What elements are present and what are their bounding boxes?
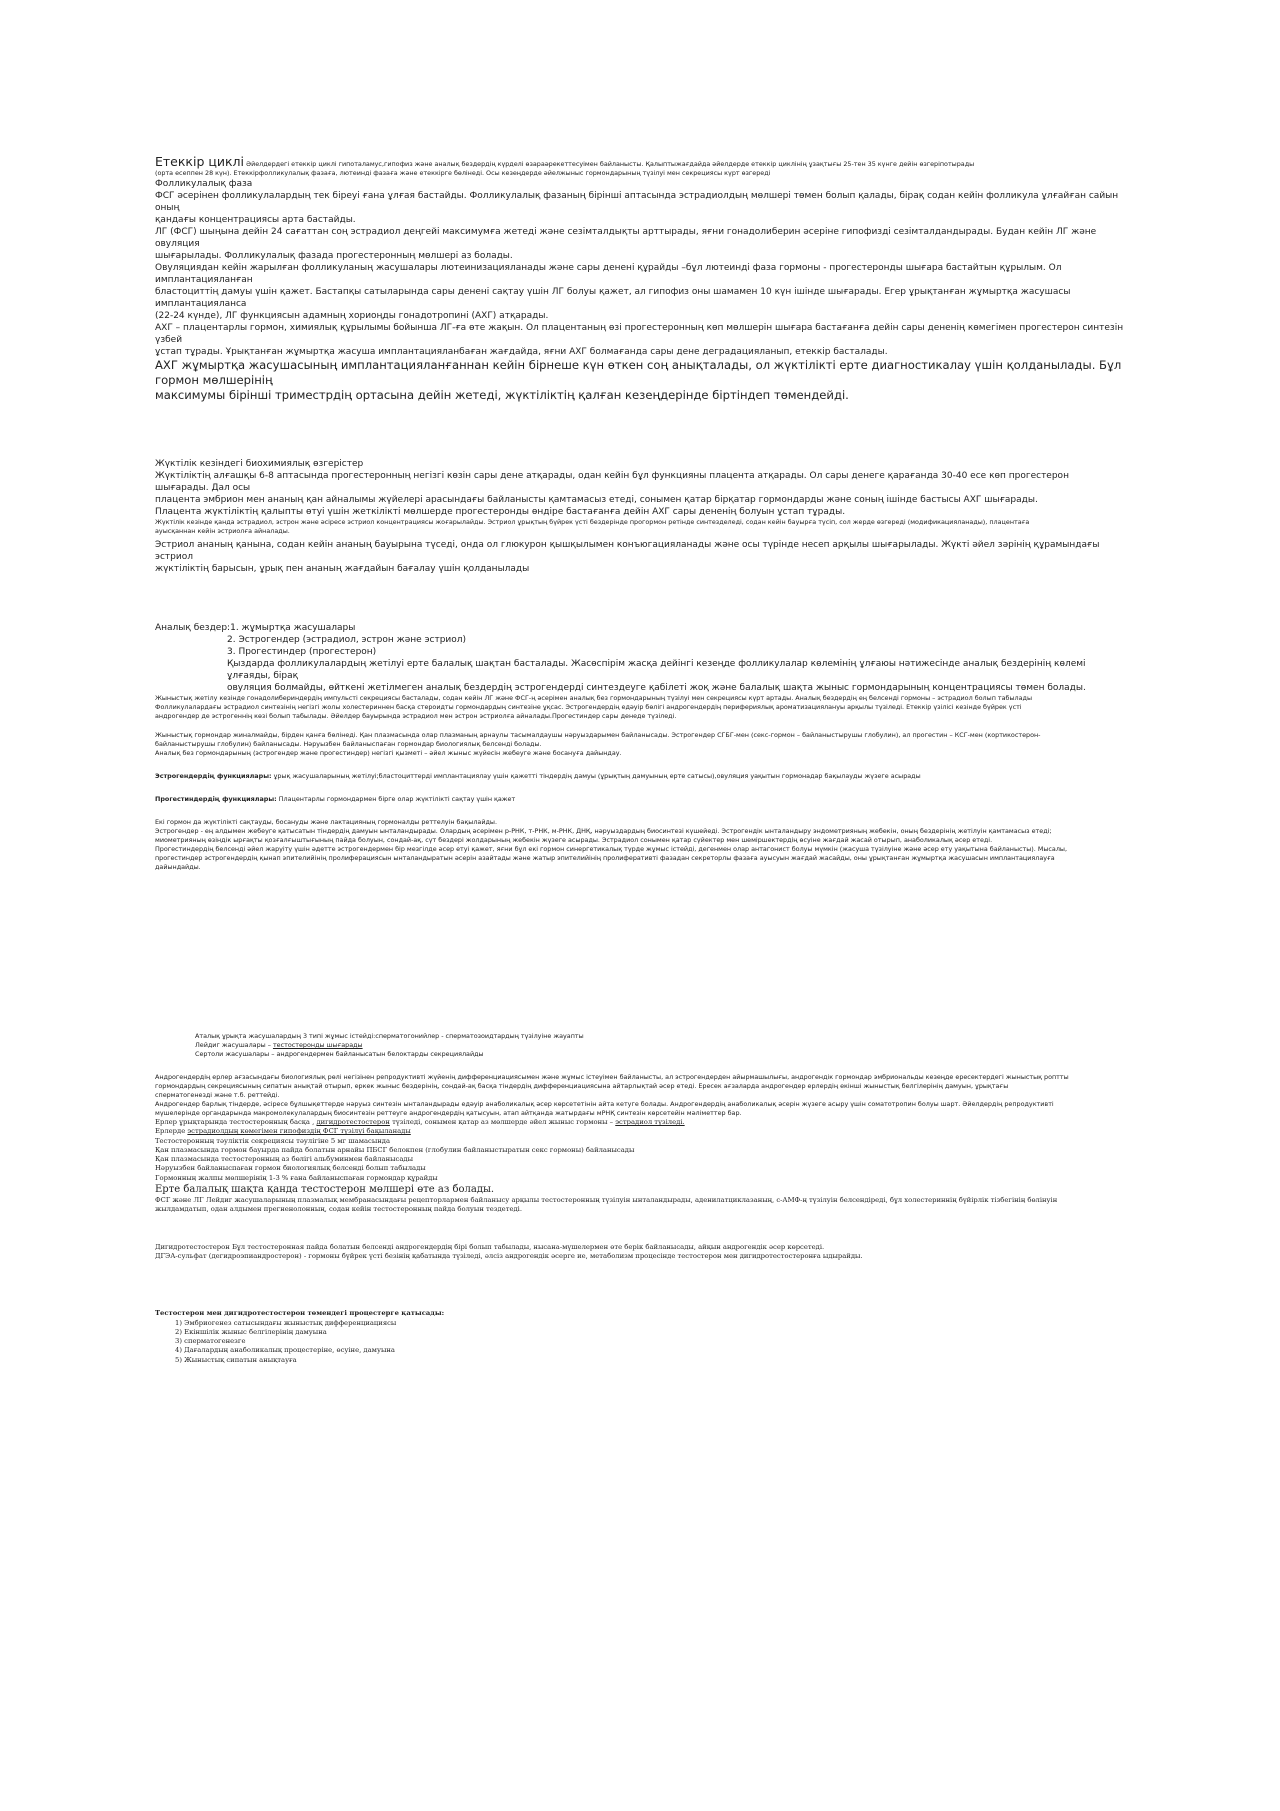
testosterone-products bbox=[155, 1118, 1125, 1127]
text-line: Эстриол ананың қанына, содан кейін ананың бауырына түседі, онда ол глюкурон қышқылымен конъюгацияланады және осы түрінде несеп арқылы шығарылады. Жүкті әйел зәрінің құрамындағы эстриол bbox=[155, 540, 1100, 562]
ovaries-list bbox=[155, 634, 1125, 694]
serif-list-item: Қан плазмасында тестостеронның аз бөлігі альбуминмен байланысады bbox=[155, 1155, 413, 1164]
text-line: ЛГ (ФСГ) шыңына дейін 24 сағаттан соң эстрадиол деңгейі максимумға жетеді және сезімталдықты арттырады, яғни гонадолиберин әсеріне гипофизді сезімталдандырады. Будан кейін ЛГ және овуляция bbox=[155, 227, 1097, 249]
text-line: қандағы концентрациясы арта бастайды. bbox=[155, 215, 356, 225]
serif-list-item: Гормонның жалпы мөлшерінің 1-3 % ғана байланыспаған гормондар құрайды bbox=[155, 1173, 438, 1182]
hcg-emphasis-line: АХГ жұмыртқа жасушасының имплантацияланғаннан кейін бірнеше күн өткен соң анықталады, ол жүктілікті ерте диагностикалау үшін қолданылады. Бұл гормон мөлшерінің bbox=[155, 358, 1122, 387]
heading-pregnancy-changes: Жүктілік кезіндегі биохимиялық өзгерістер bbox=[155, 459, 364, 469]
text-line: ұстап тұрады. Ұрықтанған жұмыртқа жасуша имплантацияланбаған жағдайда, яғни АХГ болмағанда сары дене деградацияланып, етеккір басталады. bbox=[155, 347, 888, 357]
ovaries-intro: Аналық бездер:1. жұмыртқа жасушалары bbox=[155, 623, 356, 633]
section-menstrual-cycle bbox=[155, 154, 1125, 403]
text-line: (22-24 күнде), ЛГ функциясын адамның хориоңды гонадотропині (АХГ) атқарады. bbox=[155, 311, 549, 321]
list-item: 2. Эстрогендер (эстрадиол, эстрон және эстриол) bbox=[227, 635, 467, 645]
estrogen-functions-text: ұрық жасушаларының жетілуі;бластоциттерді имплантациялау үшін қажетті тіндердің дамуы (ұрықтың дамуының ерте сатысы),овуляция уақытын гормонадар бақылауды жүзеге асырады bbox=[273, 772, 921, 780]
progestin-functions-label: Прогестиндердің функциялары: bbox=[155, 795, 277, 803]
leydig-function: тестостеронды шығарады bbox=[272, 1041, 363, 1049]
final-list-item: 1) Эмбриогенез сатысындағы жыныстық дифференциациясы bbox=[175, 1318, 397, 1327]
page-title: Етеккір циклі bbox=[155, 154, 244, 169]
final-list-item: 3) сперматогенезге bbox=[175, 1337, 246, 1346]
final-list-item: 5) Жыныстық сипатын анықтауға bbox=[175, 1355, 297, 1364]
serif-list-item: Тестостеронның тәуліктік секрециясы тәулігіне 5 мг шамасында bbox=[155, 1136, 391, 1145]
serif-text: түзіледі, сонымен қатар аз мөлшерде әйел жыныс гормоны – bbox=[389, 1118, 616, 1126]
dht-link-text: дигидротестостерон bbox=[316, 1118, 390, 1126]
serif-list-item: Нәруызбен байланыспаған гормон биологиялық белсенді болып табылады bbox=[155, 1164, 426, 1173]
small-text-line: сперматогенезді және т.б. реттейді. bbox=[155, 1091, 280, 1099]
serif-text-line: ФСГ және ЛГ Лейдиг жасушаларының плазмалық мембранасындағы рецепторлармен байланысу арқылы тестостеронның түзілуін ынталандырады, аденилатциклазаның, с-АМФ-ң түзілуін белсендіреді, бұл холестериннің бүйірлік тізбегінің бөлінуін bbox=[155, 1196, 1058, 1205]
serif-text: Ерлер ұрықтарында тестостеронның басқа , bbox=[155, 1118, 317, 1126]
progestin-functions bbox=[155, 795, 1125, 804]
small-text-line: Андрогендер барлық тіндерде, әсіресе бұлшықеттерде нәруыз синтезін ынталандырады едәуір анаболикалық әсер көрсететінін айта кетуге болады. Андрогендердің анаболикалық әсерін жүзеге асыру үшін соматотропин болуы шарт. Әйелдердің репродуктивті bbox=[155, 1100, 1054, 1108]
section-pregnancy-biochemistry bbox=[155, 458, 1125, 575]
serif-text: Ерлерде bbox=[155, 1127, 188, 1136]
text-line: Плацента жүктіліктің қалыпты өтуі үшін жеткілікті мөлшерде прогестеронды өндіре бастағанға дейін АХГ сары дененің болуын ұстап тұрады. bbox=[155, 507, 846, 517]
small-text-line: дайындайды. bbox=[155, 863, 201, 871]
list-item: овуляция болмайды, өйткені жетілмеген аналық бездердің эстрогендерді синтездеуге қабілеті жоқ және балалық шақта жыныс гормондарының концентрациясы төмен болады. bbox=[227, 683, 1086, 693]
estrogen-functions-label: Эстрогендердің функциялары: bbox=[155, 772, 272, 780]
serif-list-item: Қан плазмасында гормон бауырда пайда болатын арнайы ПБСГ белокпен (глобулин байланыстыратын секс гормоны) байланысады bbox=[155, 1145, 635, 1154]
small-text-line: Аналық без гормондарының (эстрогендер және прогестиндер) негізгі қызметі – әйел жыныс жүйесін жебеуге және босануға дайындау. bbox=[155, 749, 622, 757]
section-testes bbox=[155, 1032, 1125, 1365]
dht-description: Дигидротестостерон Бұл тестостеронная пайда болатын белсенді андрогендердің бірі болып табылады, нысана-мүшелермен өте берік байланысады, айқын андрогендік әсер көрсетеді. bbox=[155, 1242, 825, 1251]
serif-text-line: жылдамдатып, одан алдымен прегненолонның, содан кейін тестостеронның пайда болуын тездетеді. bbox=[155, 1205, 523, 1214]
heading-follicular-phase: Фолликулалық фаза bbox=[155, 179, 253, 189]
small-text-line: Екі гормон да жүктілікті сақтауды, босануды және лактацияның гормоналды реттелуін бақылайды. bbox=[155, 818, 497, 826]
small-text-line: Эстрогендер - ең алдымен жебеуге қатысатын тіндердің дамуын ынталандырады. Олардың әсерімен р-РНК, т-РНК, м-РНК, ДНҚ, нәруыздардың биосинтезі күшейеді. Эстрогендік ынталандыру эндометрияның жебекін, оның бездерінің жетілуін қамтамасыз етеді; bbox=[155, 827, 1052, 835]
text-line: жүктіліктің барысын, ұрық пен ананың жағдайын бағалау үшін қолданылады bbox=[155, 564, 530, 574]
small-text-line: гормондардың секрециясының сипатын анықтай отырып, еркек жыныс бездерінің, сондай-ақ басқа тіндердің дифференциациясына айтарлықтай әсер етеді. Ересек ағзаларда андрогендер ерлердің екінші жыныстық белгілерінің дамуын, ұрықтағы bbox=[155, 1082, 1009, 1090]
sertoli-line: Сертоли жасушалары – андрогендермен байланысатын белоктарды секрециялайды bbox=[195, 1050, 484, 1058]
estrogen-functions bbox=[155, 772, 1125, 781]
leydig-line bbox=[195, 1041, 1125, 1050]
progestin-functions-text: Плацентарлы гормондармен бірге олар жүктілікті сақтау үшін қажет bbox=[278, 795, 516, 803]
small-text-line: прогестиндер эстрогендердің қынап эпителийінің пролиферациясын ынталандыратын әсерін азайтады және жатыр эпителийінің пролиферативті фазадан секреторлы фазаға ауысуын жағдай жасайды, оны ұрықтанған жұмыртқа жасушасын имплантациялауға bbox=[155, 854, 1055, 862]
paragraph-intro bbox=[155, 154, 1125, 169]
small-text-line: мүшелерінде органдарында макромолекулалардың биосинтезін реттеуге андрогендердің қатысуын, атап айтқанда жатырдағы мРНҚ синтезін көрсетейін мәліметтер бар. bbox=[155, 1109, 742, 1117]
dhea-description: ДГЭА-сульфат (дегидроэпиандростерон) - гормоны бүйрек үсті безінің қабатында түзіледі, әлсіз андрогендік әсерге ие, метаболизм процесінде тестостерон мен дигидротестостеронға ыдырайды. bbox=[155, 1251, 863, 1260]
follicular-lines bbox=[155, 190, 1125, 358]
small-text-line: ауысқаннан кейін эстриолға айналады. bbox=[155, 527, 290, 535]
list-item: 3. Прогестиндер (прогестерон) bbox=[227, 647, 377, 657]
small-text-line: Фолликулалардағы эстрадиол синтезінің негізгі жолы холестериннен басқа стероидты гормондардың синтезіне ұқсас. Эстрогендердің едәуір бөлігі андрогендердің перифериялық ароматизациялануы арқылы түзіледі. Етеккір үзілісі кезінде бүйрек үсті bbox=[155, 703, 1022, 711]
small-text-line: Прогестиндердің белсенді әйел жаруіту үшін әдетте эстрогендермен бір мезгілде әсер етуі қажет, яғни бұл екі гормон синергетикалық түрде жұмыс істейді, дегенмен олар антагонист болуы мүмкін (жасуша түзілуіне және әсер ету уақытына байланысты). Мысалы, bbox=[155, 845, 1067, 853]
intro-text: Әйелдердегі етеккір циклі гипоталамус,гипофиз және аналық бездердің күрделі өзараәрекеттесуімен байланысты. Қалыптыжағдайда әйелдерде етеккір циклінің ұзақтығы 25-тен 35 күнге дейін өзгеріпотырады bbox=[246, 160, 975, 168]
small-text-line: Андрогендердің ерлер ағзасындағы биологиялық рөлі негізінен репродуктивті жүйенің дифференциациясымен және жұмыс істеуімен байланысты, ал эстрогендерден айырмашылығы, андрогендік гормондар эмбриональды кезеңде ересектердегі жыныстық роптты bbox=[155, 1073, 1069, 1081]
small-text-line: Жүктілік кезінде қанда эстрадиол, эстрон және әсіресе эстриол концентрациясы жоғарылайды. Эстриол ұрықтың бүйрек үсті бездерінде прогормон ретінде синтезделеді, содан кейін бауырға түсіп, сол жерде өзгереді (модификацияланады), плацентаға bbox=[155, 518, 1030, 526]
text-line: Овуляциядан кейін жарылған фолликуланың жасушалары лютеинизацияланады және сары денені құрайды –бұл лютеинді фаза гормоны - прогестеронды шығара бастайтын құрылым. Ол имплантацияланған bbox=[155, 263, 1062, 285]
small-text-line: байланыстырушы глобулин) байланысады. Нәруызбен байланыспаған гормондар биологиялық белсенді болады. bbox=[155, 740, 542, 748]
text-line: Жүктіліктің алғашқы 6-8 аптасында прогестеронның негізгі көзін сары дене атқарады, одан кейін бұл функцияны плацента атқарады. Ол сары денеге қарағанда 30-40 есе көп прогестерон шығарады. Дал осы bbox=[155, 471, 1069, 493]
text-line: шығарылады. Фолликулалық фазада прогестеронның мөлшері аз болады. bbox=[155, 251, 513, 261]
estradiol-link-text: эстрадиол түзіледі. bbox=[615, 1118, 685, 1126]
final-heading: Тестостерон мен дигидротестостерон төмендегі процестерге қатысады: bbox=[155, 1309, 445, 1318]
small-text-line: андрогендер де эстрогеннің көзі болып табылады. Әйелдер бауырында эстрадиол мен эстрон эстриолға айналады.Прогестиндер сары денеде түзіледі. bbox=[155, 712, 677, 720]
final-list-item: 4) Дағалардың анаболикалық процестеріне, өсуіне, дамуына bbox=[175, 1346, 395, 1355]
final-list-item: 2) Екіншілік жыныс белгілерінің дамуына bbox=[175, 1327, 327, 1336]
leydig-label: Лейдиг жасушалары – bbox=[195, 1041, 273, 1049]
final-list bbox=[155, 1319, 1125, 1365]
text-line: бластоциттің дамуы үшін қажет. Бастапқы сатыларында сары денені сақтау үшін ЛГ болуы қажет, ал гипофиз оны шамамен 10 күн ішінде шығарады. Егер ұрықтанған жұмыртқа жасушасы имплантацияланса bbox=[155, 287, 1071, 309]
fsh-control-text: эстрадиолдың көмегімен гипофиздің ФСГ түзілуі бақыланады bbox=[187, 1127, 411, 1136]
section-ovaries bbox=[155, 622, 1125, 872]
fsh-control bbox=[155, 1127, 1125, 1136]
childhood-testosterone: Ерте балалық шақта қанда тестостерон мөлшері өте аз болады. bbox=[155, 1184, 495, 1196]
testes-cell-types: Аталық ұрықта жасушалардың 3 типі жұмыс істейді:сперматогонийлер - сперматозоидтардың түзілуіне жауапты bbox=[195, 1032, 584, 1040]
small-text-line: Жыныстық жетілу кезінде гонадолибериндердің импульсті секрециясы басталады, содан кейін ЛГ және ФСГ-ң әсерімен аналық без гормондарының түзілуі мен секрециясы күрт артады. Аналық бездердің ең белсенді гормоны – эстрадиол болып табылады bbox=[155, 694, 1032, 702]
text-line: ФСГ әсерінен фолликулалардың тек біреуі ғана ұлғая бастайды. Фолликулалық фазаның бірінші аптасында эстрадиолдың мөлшері төмен болып қалады, бірақ содан кейін фолликула ұлғайған сайын оның bbox=[155, 191, 1119, 213]
small-text-line: миометрияның өзіндік ырғақты қозғалғыштығының пайда болуын, сондай-ақ, сүт бездері жолдарының жебекін жүзеге асырады. Эстрадиол сонымен қатар сүйектер мен шеміршектердің өсуіне жағдай жасай отырып, анаболикалық әсер етеді. bbox=[155, 836, 993, 844]
text-line: АХГ – плацентарлы гормон, химиялық құрылымы бойынша ЛГ-ға өте жақын. Ол плацентаның өзі прогестеронның көп мөлшерін шығара бастағанға дейін сары дененің көмегімен прогестерон синтезін үзбей bbox=[155, 323, 1124, 345]
small-text-line: Жыныстық гормондар жиналмайды, бірден қанға бөлінеді. Қан плазмасында олар плазманың арнаулы тасымалдаушы нәруыздарымен байланысады. Эстрогендер СГБГ-мен (секс-гормон – байланыстырушы глобулин), ал прогестин – КСГ-мен (кортикостерон- bbox=[155, 731, 1041, 739]
text-line: плацента эмбрион мен ананың қан айналымы жүйелері арасындағы байланысты қамтамасыз етеді, сонымен қатар бірқатар гормондарды және соның ішінде бастысы АХГ шығарады. bbox=[155, 495, 1038, 505]
intro-text-2: (орта есеппен 28 күн). Етеккірфолликулалық фазаға, лютеинді фазаға және етеккірге бөлінеді. Осы кезеңдерде әйелжыныс гормондарының түзілуі мен секрециясы күрт өзгереді bbox=[155, 169, 771, 177]
list-item: Қыздарда фолликулалардың жетілуі ерте балалық шақтан басталады. Жасөспірім жасқа дейінгі кезеңде фолликулалар көлемінің ұлғаюы нәтижесінде аналық бездерінің көлемі ұлғаяды, бірақ bbox=[227, 659, 1086, 681]
hcg-emphasis-line: максимумы бірінші триместрдің ортасына дейін жетеді, жүктіліктің қалған кезеңдерінде біртіндеп төмендейді. bbox=[155, 388, 849, 402]
